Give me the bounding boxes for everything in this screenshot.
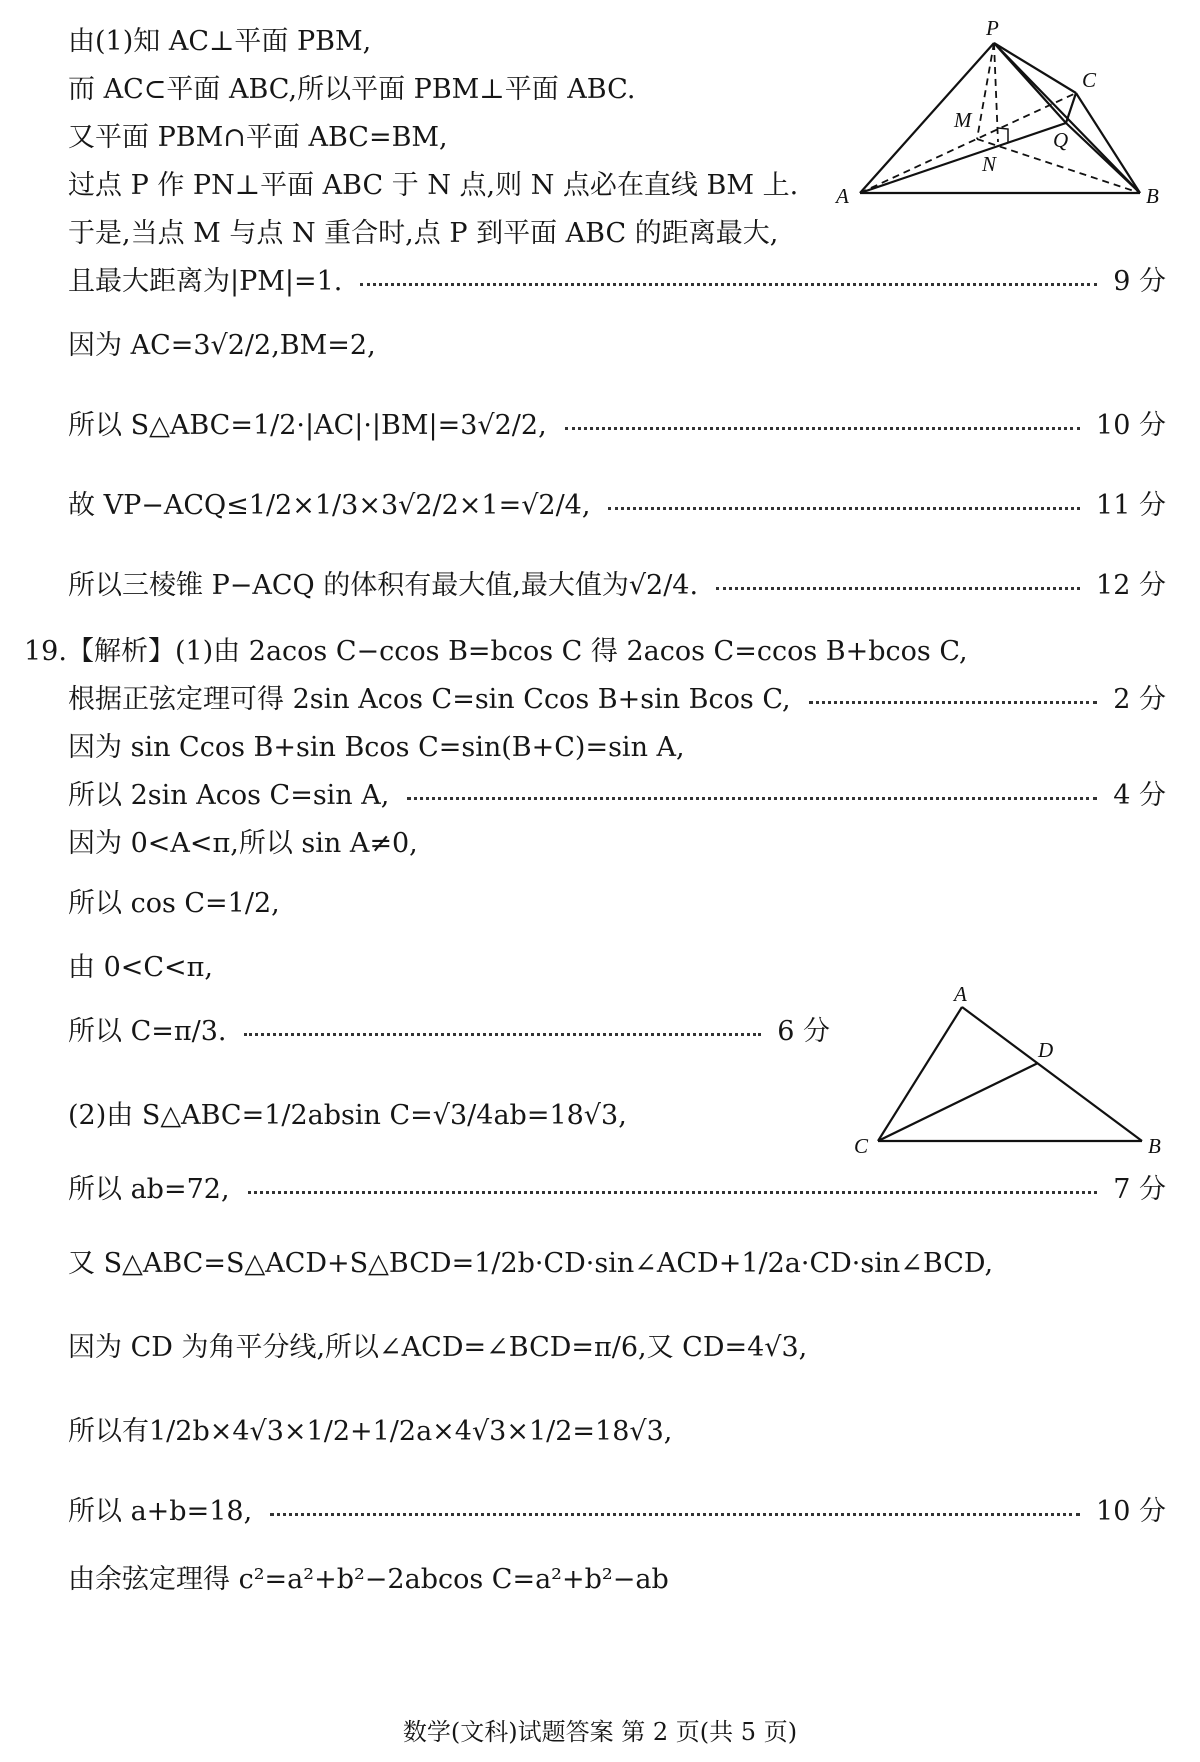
edge-PQ: [994, 43, 1066, 123]
dot-leader: [565, 427, 1080, 430]
line-25: 由余弦定理得 c²=a²+b²−2abcos C=a²+b²−ab: [68, 1563, 669, 1595]
score: 11 分: [1096, 489, 1166, 521]
line-18: 所以 C=π/3. 6 分: [68, 1004, 830, 1052]
label-D: D: [1038, 1038, 1054, 1062]
line-4: 过点 P 作 PN⊥平面 ABC 于 N 点,则 N 点必在直线 BM 上.: [68, 169, 799, 201]
line-14: 所以 2sin Acos C=sin A, 4 分: [68, 768, 1166, 816]
score: 10 分: [1096, 1495, 1166, 1527]
line-16: 所以 cos C=1/2,: [68, 887, 280, 919]
line-17: 由 0<C<π,: [68, 951, 213, 983]
score: 4 分: [1113, 779, 1166, 811]
line-5: 于是,当点 M 与点 N 重合时,点 P 到平面 ABC 的距离最大,: [68, 217, 779, 249]
label-C: C: [1082, 68, 1097, 92]
dot-leader: [248, 1191, 1098, 1194]
label-Q: Q: [1053, 128, 1069, 152]
line-6: 且最大距离为|PM|=1. 9 分: [68, 254, 1166, 302]
line-13: 因为 sin Ccos B+sin Bcos C=sin(B+C)=sin A,: [68, 731, 685, 763]
label-P: P: [986, 16, 999, 40]
edge-PM: [977, 43, 994, 139]
label-A: A: [836, 184, 849, 208]
line-19: (2)由 S△ABC=1/2absin C=√3/4ab=18√3,: [68, 1099, 627, 1131]
score: 10 分: [1096, 409, 1166, 441]
label-B: B: [1148, 1134, 1161, 1158]
line-21: 又 S△ABC=S△ACD+S△BCD=1/2b·CD·sin∠ACD+1/2a·CD·sin∠BCD,: [68, 1247, 994, 1279]
figure-tetrahedron: [830, 15, 1170, 215]
label-B: B: [1146, 184, 1159, 208]
dot-leader: [360, 283, 1097, 286]
line-23: 所以有1/2b×4√3×1/2+1/2a×4√3×1/2=18√3,: [68, 1415, 673, 1447]
edge-PN: [994, 43, 998, 142]
dot-leader: [270, 1513, 1080, 1516]
score: 6 分: [777, 1015, 830, 1047]
line-1: 由(1)知 AC⊥平面 PBM,: [68, 25, 372, 57]
line-24: 所以 a+b=18, 10 分: [68, 1484, 1166, 1532]
line-3: 又平面 PBM∩平面 ABC=BM,: [68, 121, 448, 153]
label-A: A: [954, 982, 967, 1006]
right-angle-mark: [998, 128, 1008, 142]
score: 7 分: [1113, 1173, 1166, 1205]
problem-19-header: 19.【解析】(1)由 2acos C−ccos B=bcos C 得 2acos C=ccos B+bcos C,: [24, 635, 968, 667]
line-15: 因为 0<A<π,所以 sin A≠0,: [68, 827, 418, 859]
score: 2 分: [1113, 683, 1166, 715]
label-M: M: [954, 108, 972, 132]
score: 9 分: [1113, 265, 1166, 297]
line-9: 故 VP−ACQ≤1/2×1/3×3√2/2×1=√2/4, 11 分: [68, 478, 1166, 526]
dot-leader: [809, 701, 1098, 704]
page-footer: 数学(文科)试题答案 第 2 页(共 5 页): [402, 1718, 798, 1746]
line-22: 因为 CD 为角平分线,所以∠ACD=∠BCD=π/6,又 CD=4√3,: [68, 1331, 808, 1363]
line-12: 根据正弦定理可得 2sin Acos C=sin Ccos B+sin Bcos C, 2 分: [68, 672, 1166, 720]
side-AB: [962, 1007, 1142, 1141]
line-20: 所以 ab=72, 7 分: [68, 1162, 1166, 1210]
label-N: N: [982, 152, 997, 176]
line-10: 所以三棱锥 P−ACQ 的体积有最大值,最大值为√2/4. 12 分: [68, 558, 1166, 606]
dot-leader: [608, 507, 1080, 510]
dot-leader: [244, 1033, 761, 1036]
label-C: C: [854, 1134, 869, 1158]
line-8: 所以 S△ABC=1/2·|AC|·|BM|=3√2/2, 10 分: [68, 398, 1166, 446]
line-2: 而 AC⊂平面 ABC,所以平面 PBM⊥平面 ABC.: [68, 73, 636, 105]
line-7: 因为 AC=3√2/2,BM=2,: [68, 329, 376, 361]
figure-triangle: [850, 975, 1170, 1160]
dot-leader: [716, 587, 1080, 590]
dot-leader: [407, 797, 1097, 800]
score: 12 分: [1096, 569, 1166, 601]
